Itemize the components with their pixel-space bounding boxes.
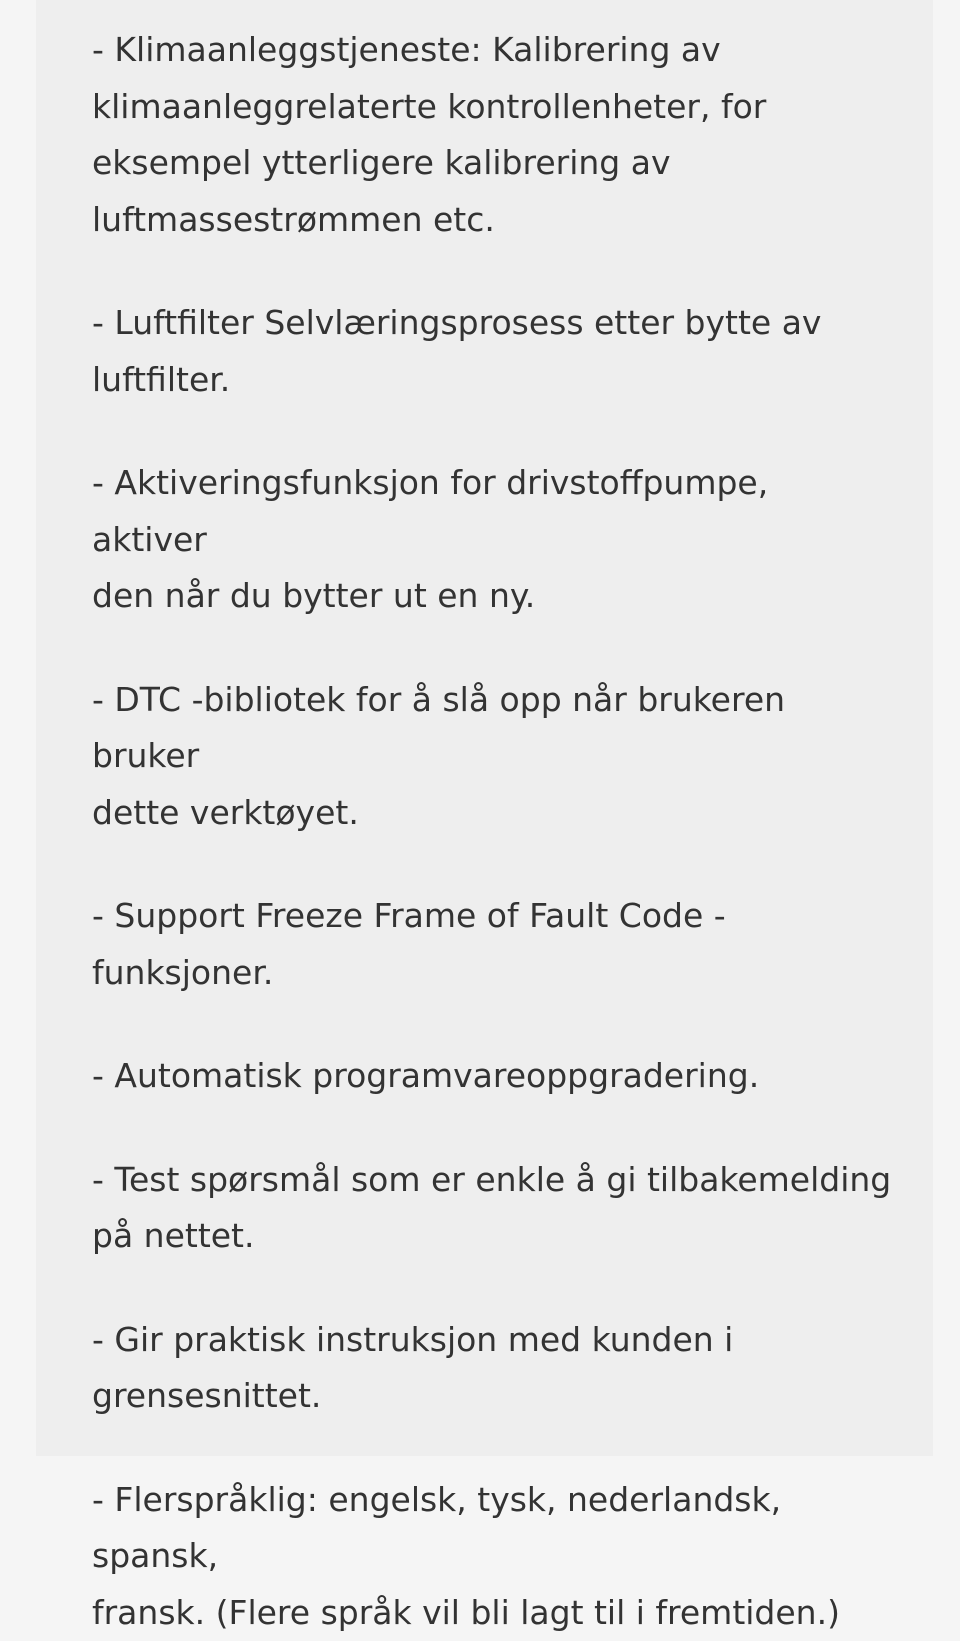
feature-line: fransk. (Flere språk vil bli lagt til i fremtiden.) (92, 1593, 840, 1632)
feature-item (92, 1048, 892, 1105)
feature-item (92, 1152, 892, 1265)
feature-line: eksempel ytterligere kalibrering av (92, 143, 670, 182)
feature-item (92, 672, 892, 842)
feature-item (92, 1312, 892, 1425)
feature-list (92, 22, 892, 1641)
feature-line: den når du bytter ut en ny. (92, 576, 535, 615)
feature-line: - Klimaanleggstjeneste: Kalibrering av (92, 30, 721, 69)
feature-item (92, 295, 892, 408)
feature-item (92, 1472, 892, 1641)
feature-line: - Automatisk programvareoppgradering. (92, 1056, 759, 1095)
feature-line: - Luftfilter Selvlæringsprosess etter bytte av (92, 303, 821, 342)
feature-line: grensesnittet. (92, 1376, 321, 1415)
feature-line: - Support Freeze Frame of Fault Code -funksjoner. (92, 896, 726, 992)
feature-item (92, 22, 892, 248)
feature-line: - Aktiveringsfunksjon for drivstoffpumpe, aktiver (92, 463, 768, 559)
feature-line: klimaanleggrelaterte kontrollenheter, for (92, 87, 766, 126)
feature-line: - Test spørsmål som er enkle å gi tilbakemelding (92, 1160, 891, 1199)
feature-line: på nettet. (92, 1216, 255, 1255)
feature-line: luftmassestrømmen etc. (92, 200, 495, 239)
feature-line: - Flerspråklig: engelsk, tysk, nederlandsk, spansk, (92, 1480, 781, 1576)
feature-item (92, 888, 892, 1001)
feature-line: - Gir praktisk instruksjon med kunden i (92, 1320, 733, 1359)
feature-line: - DTC -bibliotek for å slå opp når brukeren bruker (92, 680, 785, 776)
feature-item (92, 455, 892, 625)
feature-line: luftfilter. (92, 360, 230, 399)
feature-line: dette verktøyet. (92, 793, 359, 832)
content-panel (36, 0, 933, 1456)
